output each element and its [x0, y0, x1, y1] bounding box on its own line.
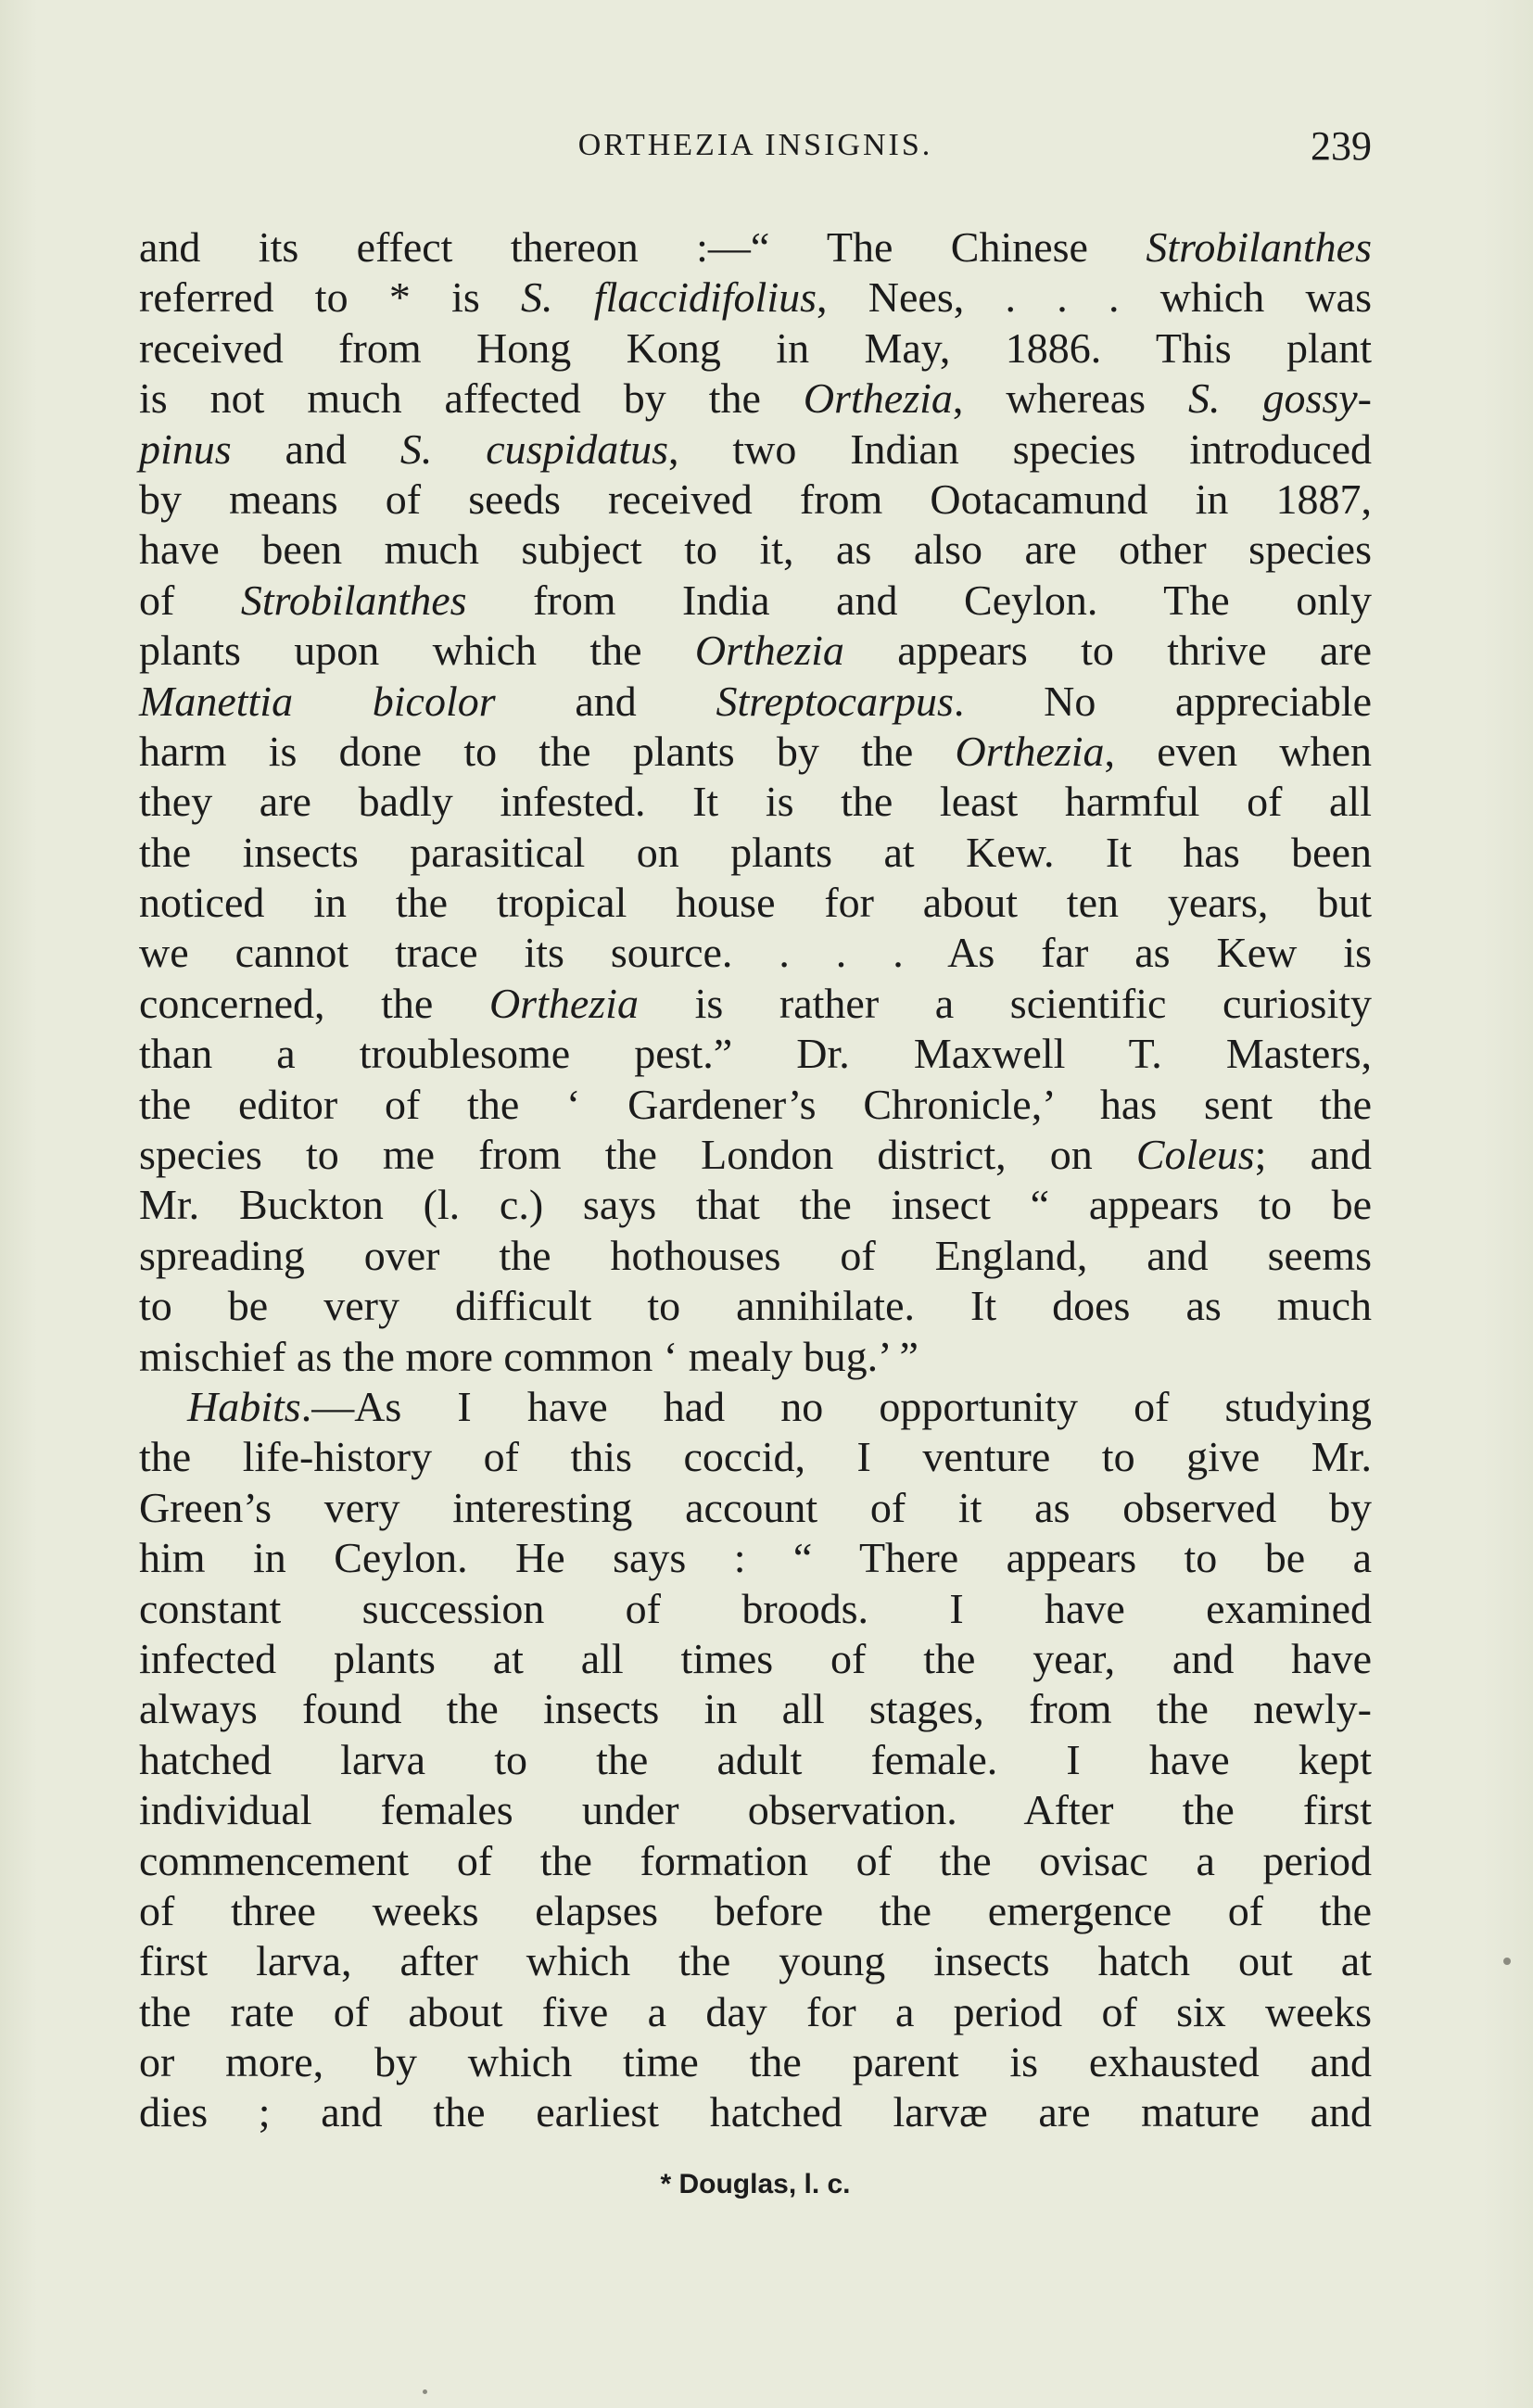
text-line: [139, 1987, 1372, 2037]
text-run: of three weeks elapses before the emergence of the: [139, 1886, 1372, 1934]
text-run: always found the insects in all stages, from the newly-: [139, 1685, 1372, 1733]
text-line: [139, 1836, 1372, 1886]
text-line: [139, 626, 1372, 676]
text-run: Green’s very interesting account of it as observed by: [139, 1483, 1372, 1531]
text-run: the rate of about five a day for a period of six weeks: [139, 1987, 1372, 2035]
text-run: . No appreciable: [953, 677, 1372, 725]
text-run: harm is done to the plants by the: [139, 727, 956, 775]
text-run: or more, by which time the parent is exhausted and: [139, 2038, 1372, 2086]
text-run: commencement of the formation of the ovisac a period: [139, 1836, 1372, 1884]
footnote: * Douglas, l. c.: [660, 2169, 851, 2199]
text-line: [139, 1936, 1372, 1986]
text-run: the life-history of this coccid, I venture to give Mr.: [139, 1433, 1372, 1481]
text-line: [139, 323, 1372, 374]
text-line: [139, 374, 1372, 424]
italic-text-run: Coleus: [1135, 1131, 1255, 1179]
text-run: to be very difficult to annihilate. It does as much: [139, 1282, 1372, 1330]
text-run: from India and Ceylon. The only: [466, 576, 1372, 624]
italic-text-run: Orthezia: [488, 979, 639, 1027]
text-run: than a troublesome pest.” Dr. Maxwell T. Masters,: [139, 1030, 1372, 1078]
text-run: they are badly infested. It is the least harmful of all: [139, 778, 1372, 826]
italic-text-run: Orthezia: [803, 374, 953, 423]
text-line: [139, 1785, 1372, 1835]
text-line: [139, 1684, 1372, 1734]
text-line: [139, 1735, 1372, 1785]
text-run: constant succession of broods. I have examined: [139, 1584, 1372, 1632]
text-line: [139, 1533, 1372, 1583]
text-run: received from Hong Kong in May, 1886. This plant: [139, 323, 1372, 372]
text-line: [139, 1332, 1372, 1382]
text-line: [139, 1080, 1372, 1130]
text-run: we cannot trace its source. . . . As far as Kew is: [139, 929, 1372, 977]
text-line: [139, 1180, 1372, 1230]
text-line: [139, 1130, 1372, 1180]
text-run: , whereas: [952, 374, 1188, 423]
text-line: [139, 1483, 1372, 1533]
text-line: [139, 525, 1372, 575]
text-line: [139, 2087, 1372, 2137]
text-run: and: [495, 677, 716, 725]
text-run: , Nees, . . . which was: [817, 273, 1372, 322]
text-run: and: [231, 425, 400, 473]
italic-text-run: S. gossy-: [1187, 374, 1372, 423]
italic-text-run: Orthezia: [955, 727, 1105, 775]
text-run: hatched larva to the adult female. I have kept: [139, 1735, 1372, 1783]
text-line: [139, 677, 1372, 727]
italic-text-run: Manettia bicolor: [139, 677, 496, 725]
text-run: referred to * is: [139, 273, 522, 322]
text-line: [139, 1584, 1372, 1634]
text-run: , even when: [1104, 727, 1372, 775]
text-line: [139, 1382, 1372, 1432]
text-run: by means of seeds received from Ootacamund in 1887,: [139, 475, 1372, 523]
text-line: [139, 576, 1372, 626]
text-run: and its effect thereon :—“ The Chinese: [139, 223, 1147, 271]
text-line: [139, 828, 1372, 878]
paper-speck: [1503, 1958, 1511, 1965]
text-run: species to me from the London district, on: [139, 1131, 1136, 1179]
text-run: mischief as the more common ‘ mealy bug.’ ”: [139, 1332, 919, 1380]
text-run: is not much affected by the: [139, 374, 804, 423]
italic-text-run: Strobilanthes: [240, 576, 467, 624]
text-run: Mr. Buckton (l. c.) says that the insect “ appears to be: [139, 1181, 1372, 1229]
text-line: [139, 777, 1372, 827]
text-line: [139, 425, 1372, 475]
text-run: dies ; and the earliest hatched larvæ are mature and: [139, 2088, 1372, 2136]
text-run: appears to thrive are: [843, 627, 1373, 675]
text-line: [139, 878, 1372, 928]
text-line: [139, 1029, 1372, 1079]
paper-speck: [423, 2389, 427, 2394]
text-run: infected plants at all times of the year, and have: [139, 1634, 1372, 1682]
text-line: [139, 222, 1372, 272]
text-line: [139, 1886, 1372, 1936]
text-run: individual females under observation. After the first: [139, 1786, 1372, 1834]
running-head: [139, 123, 1372, 174]
text-line: [139, 979, 1372, 1029]
text-line: [139, 727, 1372, 777]
running-title: ORTHEZIA INSIGNIS.: [577, 128, 933, 162]
page-number: 239: [1311, 123, 1372, 169]
italic-text-run: Strobilanthes: [1146, 223, 1372, 271]
text-run: is rather a scientific curiosity: [638, 979, 1373, 1027]
text-run: , two Indian species introduced: [668, 425, 1373, 473]
text-run: plants upon which the: [139, 627, 695, 675]
text-line: [139, 2037, 1372, 2087]
text-run: have been much subject to it, as also are other species: [139, 526, 1372, 574]
text-line: [139, 272, 1372, 323]
text-run: him in Ceylon. He says : “ There appears to be a: [139, 1534, 1372, 1582]
italic-text-run: S. cuspidatus: [399, 425, 668, 473]
text-line: [139, 475, 1372, 525]
text-line: [139, 1281, 1372, 1331]
text-line: [139, 928, 1372, 978]
text-run: of: [139, 576, 241, 624]
italic-text-run: Streptocarpus: [716, 677, 954, 725]
text-run: ; and: [1254, 1131, 1372, 1179]
italic-text-run: Orthezia: [694, 627, 844, 675]
text-run: the insects parasitical on plants at Kew. It has been: [139, 828, 1372, 876]
text-run: concerned, the: [139, 979, 489, 1027]
italic-text-run: Habits: [187, 1382, 301, 1430]
text-run: the editor of the ‘ Gardener’s Chronicle,’ has sent the: [139, 1080, 1372, 1128]
text-line: [139, 1432, 1372, 1482]
italic-text-run: S. flaccidifolius: [521, 273, 817, 322]
text-run: spreading over the hothouses of England, and seems: [139, 1231, 1372, 1279]
text-run: first larva, after which the young insects hatch out at: [139, 1937, 1372, 1985]
text-line: [139, 1634, 1372, 1684]
body-text: [139, 222, 1372, 2138]
text-line: [139, 1231, 1372, 1281]
text-run: noticed in the tropical house for about ten years, but: [139, 879, 1372, 927]
italic-text-run: pinus: [139, 425, 232, 473]
text-run: .—As I have had no opportunity of studying: [300, 1382, 1372, 1430]
